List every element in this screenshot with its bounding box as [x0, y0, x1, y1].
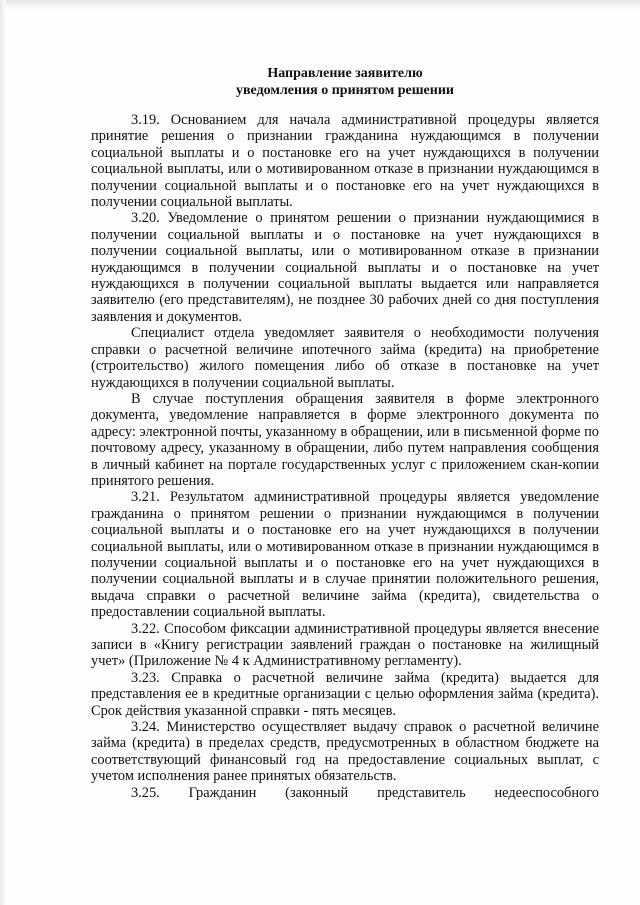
paragraph-electronic-request: В случае поступления обращения заявителя в форме электронного документа, уведомление направляется в форме электронного документа по адресу: электронной почты, указанному в обращении, или в письменной форме по почтовому адресу, указанному в обращении, либо путем направления сообщения в личный кабинет на портале государственных услуг с приложением скан-копии принятого решения.	[91, 390, 599, 489]
scan-edge-left	[0, 0, 6, 905]
document-body	[91, 65, 599, 801]
paragraph-specialist-notice: Специалист отдела уведомляет заявителя о необходимости получения справки о расчетной величине ипотечного займа (кредита) на приобретение (строительство) жилого помещения либо об отказе в постановке на учет нуждающихся в получении социальной выплаты.	[91, 325, 599, 391]
paragraph-3-20: 3.20. Уведомление о принятом решении о признании нуждающимися в получении социальной выплаты и о постановке на учет нуждающихся в получении социальной выплаты, или о мотивированном отказе в признании нуждающимся в получении социальной выплаты и о постановке на учет нуждающихся в получении социальной выплаты выдается или направляется заявителю (его представителям), не позднее 30 рабочих дней со дня поступления заявления и документов.	[91, 210, 599, 325]
title-line-2: уведомления о принятом решении	[236, 83, 454, 98]
paragraph-3-24: 3.24. Министерство осуществляет выдачу справок о расчетной величине займа (кредита) в пределах средств, предусмотренных в областном бюджете на соответствующий финансовый год на предоставление социальных выплат, с учетом исполнения ранее принятых обязательств.	[91, 719, 599, 785]
paragraph-3-21: 3.21. Результатом административной процедуры является уведомление гражданина о принятом решении о признании нуждающимся в получении социальной выплаты и о постановке его на учет нуждающихся в получении социальной выплаты, или о мотивированном отказе в признании нуждающимся в получении социальной выплаты и о постановке его на учет нуждающихся в получении социальной выплаты и в случае принятии положительного решения, выдача справки о расчетной величине займа (кредита), свидетельства о предоставлении социальной выплаты.	[91, 489, 599, 621]
paragraph-3-23: 3.23. Справка о расчетной величине займа (кредита) выдается для представления ее в кредитные организации с целью оформления займа (кредита). Срок действия указанной справки - пять месяцев.	[91, 669, 599, 719]
title-line-1: Направление заявителю	[267, 66, 423, 81]
paragraph-3-19: 3.19. Основанием для начала административной процедуры является принятие решения о признании гражданина нуждающимся в получении социальной выплаты и о постановке его на учет нуждающихся в получении социальной выплаты, или о мотивированном отказе в признании нуждающимся в получении социальной выплаты и о постановке его на учет нуждающихся в получении социальной выплаты.	[91, 112, 599, 211]
paragraph-3-22: 3.22. Способом фиксации административной процедуры является внесение записи в «Книгу регистрации заявлений граждан о постановке на жилищный учет» (Приложение № 4 к Административному регламенту).	[91, 620, 599, 670]
paragraph-3-25: 3.25. Гражданин (законный представитель недееспособного	[131, 784, 599, 801]
section-title	[91, 65, 599, 99]
scan-edge-top	[0, 0, 640, 10]
